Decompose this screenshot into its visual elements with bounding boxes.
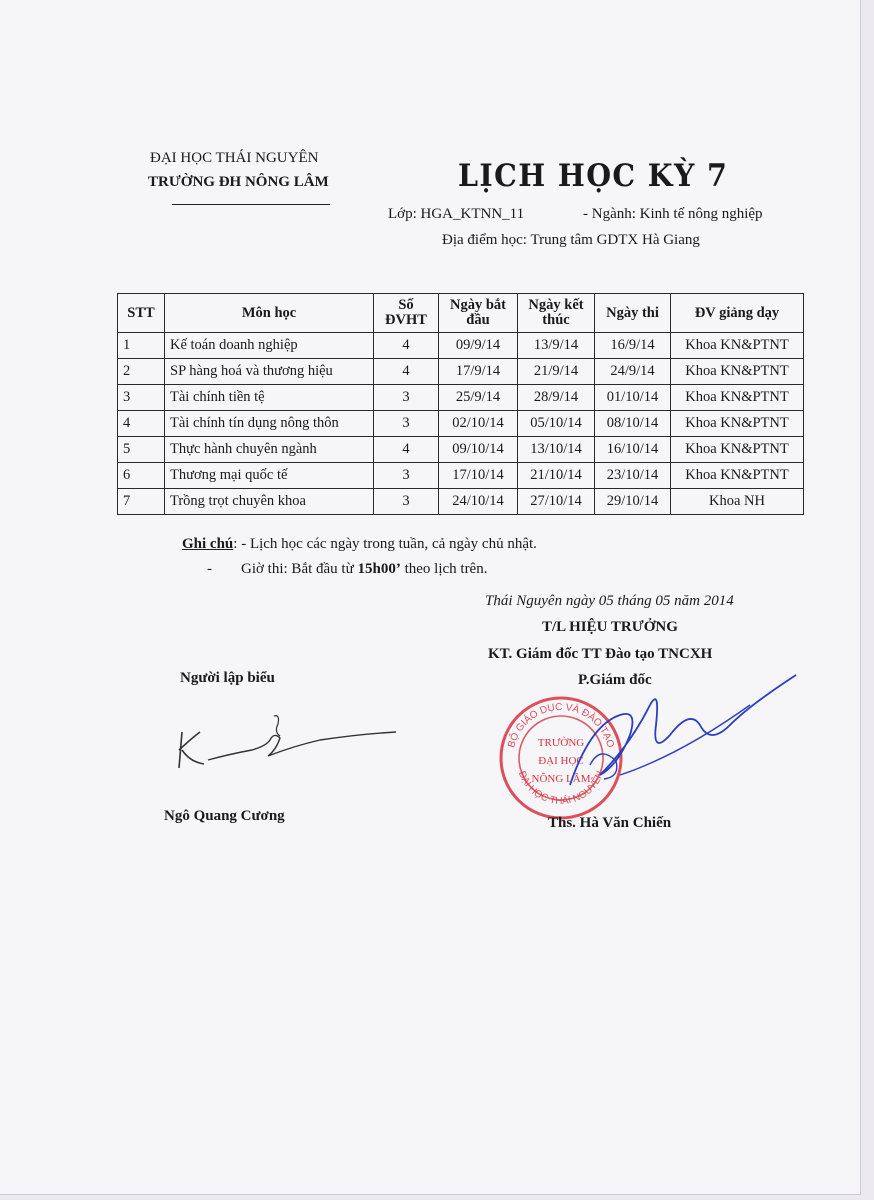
table-row	[118, 437, 804, 463]
column-header: Số ĐVHT	[374, 294, 439, 333]
cell-credits: 3	[374, 489, 439, 515]
table-row	[118, 333, 804, 359]
note-line-1	[182, 536, 537, 553]
cell-subject: Thực hành chuyên ngành	[165, 437, 374, 463]
note-line-2	[207, 561, 487, 578]
cell-exam-date: 29/10/14	[595, 489, 671, 515]
cell-end-date: 05/10/14	[518, 411, 595, 437]
column-header: STT	[118, 294, 165, 333]
cell-start-date: 09/9/14	[439, 333, 518, 359]
cell-stt: 2	[118, 359, 165, 385]
cell-subject: Trồng trọt chuyên khoa	[165, 489, 374, 515]
cell-stt: 4	[118, 411, 165, 437]
page-title: LỊCH HỌC KỲ 7	[458, 158, 729, 194]
stamp-bottom-text: ĐẠI HỌC THÁI NGUYÊN	[515, 769, 607, 808]
cell-department: Khoa KN&PTNT	[671, 385, 804, 411]
table-row	[118, 385, 804, 411]
cell-end-date: 28/9/14	[518, 385, 595, 411]
major-line: - Ngành: Kinh tế nông nghiệp	[583, 206, 763, 222]
cell-credits: 3	[374, 411, 439, 437]
note-text-1: : - Lịch học các ngày trong tuần, cả ngày chủ nhật.	[233, 536, 537, 552]
cell-exam-date: 23/10/14	[595, 463, 671, 489]
signing-role-2: KT. Giám đốc TT Đào tạo TNCXH	[488, 646, 713, 662]
column-header: Môn học	[165, 294, 374, 333]
cell-exam-date: 16/10/14	[595, 437, 671, 463]
stamp-line-3: NÔNG LÂM	[531, 773, 591, 785]
cell-credits: 3	[374, 463, 439, 489]
note-dash: -	[207, 561, 212, 577]
school-name: TRƯỜNG ĐH NÔNG LÂM	[148, 174, 329, 190]
signing-role-1: T/L HIỆU TRƯỞNG	[542, 619, 678, 635]
exam-start-time: 15h00’	[357, 561, 401, 577]
table-row	[118, 359, 804, 385]
cell-stt: 1	[118, 333, 165, 359]
cell-start-date: 09/10/14	[439, 437, 518, 463]
column-header: ĐV giảng dạy	[671, 294, 804, 333]
cell-department: Khoa KN&PTNT	[671, 359, 804, 385]
cell-stt: 6	[118, 463, 165, 489]
cell-exam-date: 24/9/14	[595, 359, 671, 385]
column-header: Ngày bắt đầu	[439, 294, 518, 333]
note-text-2-suffix: theo lịch trên.	[400, 561, 488, 577]
preparer-label: Người lập biểu	[180, 670, 275, 686]
cell-start-date: 17/9/14	[439, 359, 518, 385]
location-line: Địa điểm học: Trung tâm GDTX Hà Giang	[442, 232, 700, 248]
cell-end-date: 13/9/14	[518, 333, 595, 359]
cell-stt: 7	[118, 489, 165, 515]
cell-end-date: 21/10/14	[518, 463, 595, 489]
cell-start-date: 25/9/14	[439, 385, 518, 411]
stamp-line-2: ĐẠI HỌC	[538, 755, 584, 767]
cell-subject: SP hàng hoá và thương hiệu	[165, 359, 374, 385]
cell-department: Khoa NH	[671, 489, 804, 515]
director-signature	[560, 665, 800, 795]
cell-start-date: 24/10/14	[439, 489, 518, 515]
cell-department: Khoa KN&PTNT	[671, 437, 804, 463]
cell-credits: 4	[374, 359, 439, 385]
cell-start-date: 02/10/14	[439, 411, 518, 437]
column-header: Ngày kết thúc	[518, 294, 595, 333]
cell-department: Khoa KN&PTNT	[671, 463, 804, 489]
class-line: Lớp: HGA_KTNN_11	[388, 206, 525, 222]
cell-exam-date: 16/9/14	[595, 333, 671, 359]
note-label: Ghi chú	[182, 536, 234, 552]
cell-stt: 3	[118, 385, 165, 411]
cell-end-date: 13/10/14	[518, 437, 595, 463]
preparer-signature	[170, 710, 400, 780]
stamp-line-1: TRƯỜNG	[537, 737, 585, 749]
cell-subject: Kế toán doanh nghiệp	[165, 333, 374, 359]
stamp-outer-text: BỘ GIÁO DỤC VÀ ĐÀO TẠO	[506, 701, 616, 749]
cell-end-date: 27/10/14	[518, 489, 595, 515]
table-header-row	[118, 294, 804, 333]
cell-end-date: 21/9/14	[518, 359, 595, 385]
table-row	[118, 411, 804, 437]
cell-subject: Tài chính tiền tệ	[165, 385, 374, 411]
cell-start-date: 17/10/14	[439, 463, 518, 489]
cell-subject: Tài chính tín dụng nông thôn	[165, 411, 374, 437]
cell-stt: 5	[118, 437, 165, 463]
column-header: Ngày thi	[595, 294, 671, 333]
cell-subject: Thương mại quốc tế	[165, 463, 374, 489]
table-row	[118, 463, 804, 489]
table-row	[118, 489, 804, 515]
note-text-2-prefix: Giờ thi: Bắt đầu từ	[241, 561, 358, 577]
cell-exam-date: 08/10/14	[595, 411, 671, 437]
cell-credits: 4	[374, 333, 439, 359]
university-name: ĐẠI HỌC THÁI NGUYÊN	[150, 150, 319, 166]
signing-date: Thái Nguyên ngày 05 tháng 05 năm 2014	[485, 593, 734, 609]
signing-role-3: P.Giám đốc	[578, 672, 652, 688]
cell-department: Khoa KN&PTNT	[671, 411, 804, 437]
cell-department: Khoa KN&PTNT	[671, 333, 804, 359]
cell-credits: 4	[374, 437, 439, 463]
header-underline	[172, 204, 330, 205]
cell-credits: 3	[374, 385, 439, 411]
cell-exam-date: 01/10/14	[595, 385, 671, 411]
preparer-name: Ngô Quang Cương	[164, 808, 285, 824]
signer-name: Ths. Hà Văn Chiến	[548, 815, 672, 831]
schedule-table	[117, 293, 804, 515]
